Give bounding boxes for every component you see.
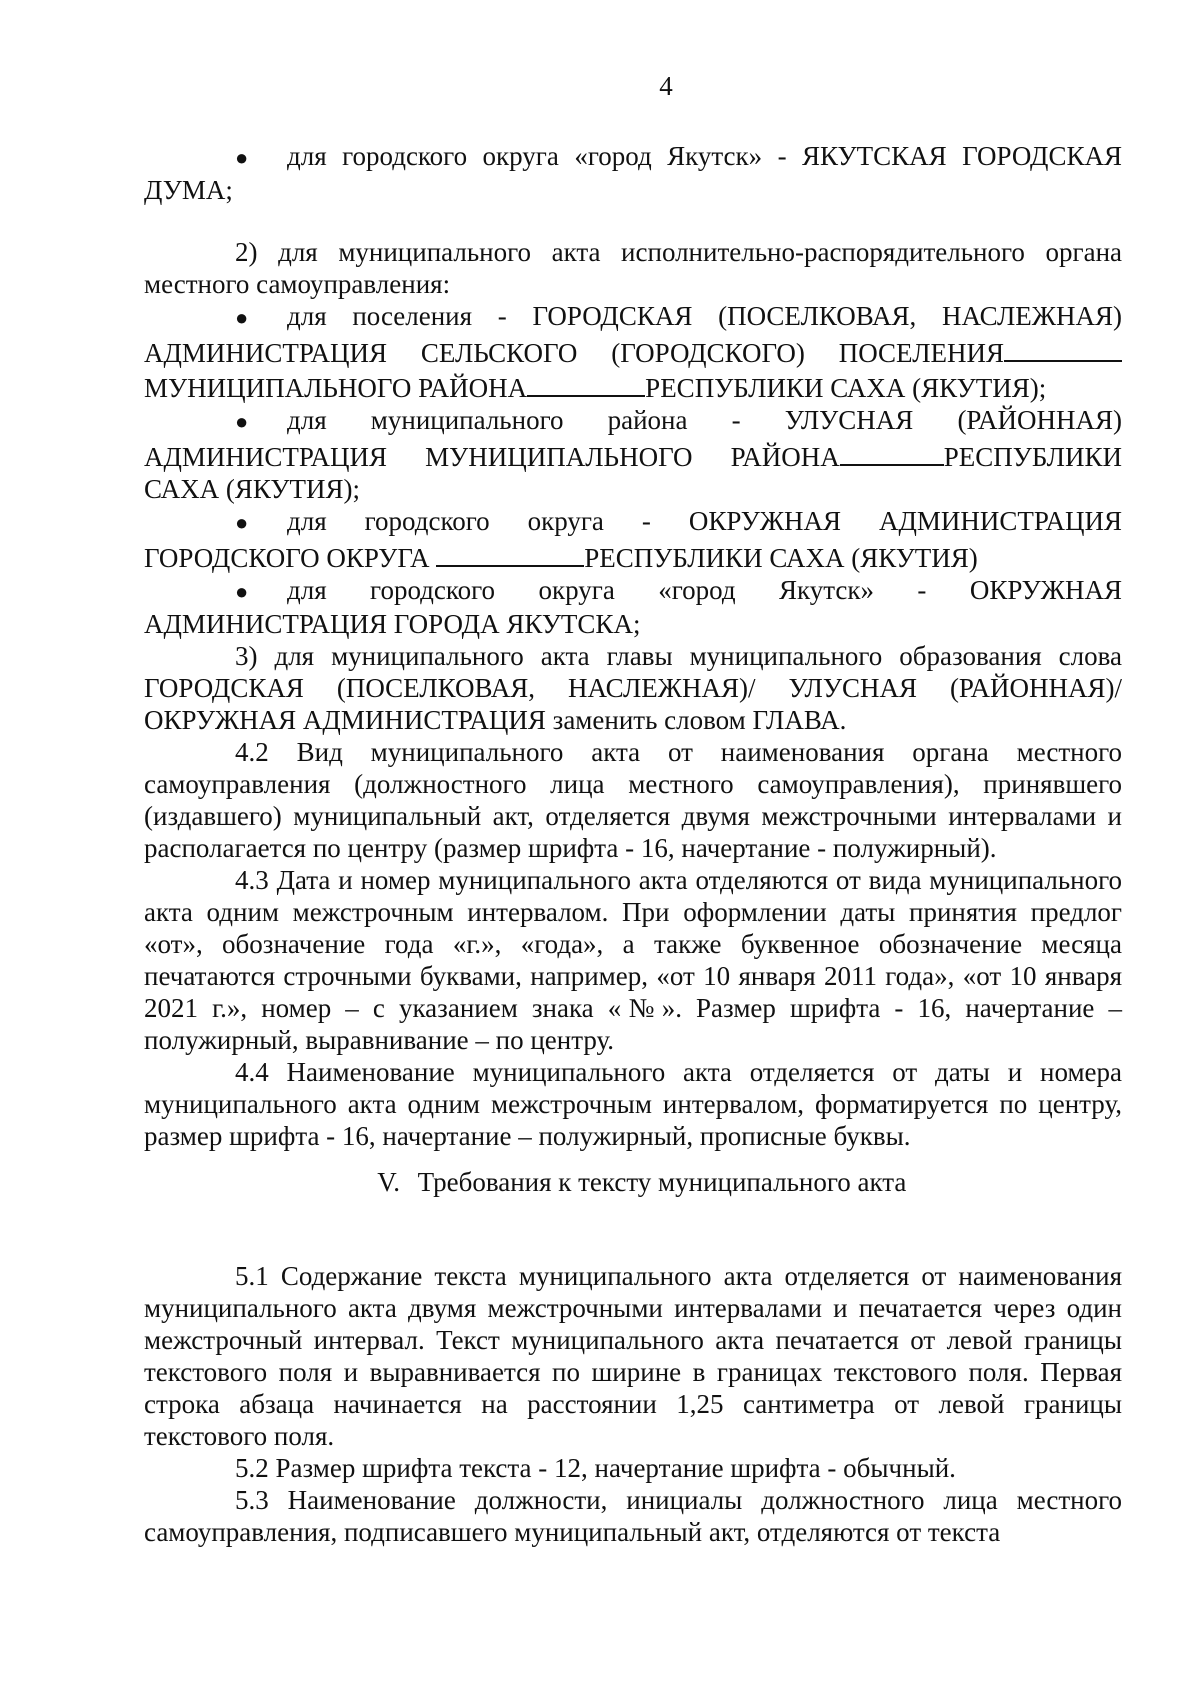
list-item (144, 505, 1122, 574)
list-item-text: РЕСПУБЛИКИ САХА (ЯКУТИЯ); (645, 373, 1047, 403)
list-item-text: для муниципального района - УЛУСНАЯ (РАЙОННАЯ) АДМИНИСТРАЦИЯ МУНИЦИПАЛЬНОГО РАЙОНА (144, 405, 1122, 472)
blank-line (436, 539, 584, 567)
paragraph-continuation (144, 369, 1122, 404)
paragraph: 4.3 Дата и номер муниципального акта отделяются от вида муниципального акта одним межстрочным интервалом. При оформлении даты принятия предлог «от», обозначение года «г.», «года», а также буквенное обозначение месяца печатаются строчными буквами, например, «от 10 января 2011 года», «от 10 января 2021 г.», номер – с указанием знака «№». Размер шрифта - 16, начертание – полужирный, выравнивание – по центру. (144, 865, 1122, 1055)
list-item-text: РЕСПУБЛИКИ САХА (ЯКУТИЯ) (584, 543, 978, 573)
section-heading (144, 1166, 1122, 1198)
page-number: 4 (659, 71, 673, 101)
list-item-text: МУНИЦИПАЛЬНОГО РАЙОНА (144, 373, 528, 403)
blank-line (840, 438, 944, 466)
paragraph: 5.2 Размер шрифта текста - 12, начертание шрифта - обычный. (235, 1453, 956, 1483)
bullet-icon: ● (235, 409, 249, 434)
list-item (144, 574, 1122, 640)
bullet-icon: ● (235, 579, 249, 604)
list-item (144, 404, 1122, 505)
blank-line (527, 369, 645, 397)
paragraph: 5.3 Наименование должности, инициалы должностного лица местного самоуправления, подписавшего муниципальный акт, отделяются от текста (144, 1485, 1122, 1547)
paragraph: 4.2 Вид муниципального акта от наименования органа местного самоуправления (должностного лица местного самоуправления), принявшего (издавшего) муниципальный акт, отделяется двумя межстрочными интервалами и располагается по центру (размер шрифта - 16, начертание - полужирный). (144, 737, 1122, 863)
blank-line (1004, 334, 1122, 362)
paragraph: 3) для муниципального акта главы муниципального образования слова ГОРОДСКАЯ (ПОСЕЛКОВАЯ, НАСЛЕЖНАЯ)/ УЛУСНАЯ (РАЙОННАЯ)/ ОКРУЖНАЯ АДМИНИСТРАЦИЯ заменить словом ГЛАВА. (144, 641, 1122, 735)
list-item-text: для поселения - ГОРОДСКАЯ (ПОСЕЛКОВАЯ, НАСЛЕЖНАЯ) АДМИНИСТРАЦИЯ СЕЛЬСКОГО (ГОРОДСКОГО) ПОСЕЛЕНИЯ (144, 301, 1122, 368)
bullet-icon: ● (235, 305, 249, 330)
list-item-text: РЕСПУБЛИКИ САХА (ЯКУТИЯ); (144, 442, 1122, 504)
list-item (144, 140, 1122, 206)
list-item-text: для городского округа - ОКРУЖНАЯ АДМИНИСТРАЦИЯ ГОРОДСКОГО ОКРУГА (144, 506, 1122, 573)
section-number: V. (377, 1167, 401, 1197)
paragraph: 4.4 Наименование муниципального акта отделяется от даты и номера муниципального акта одним межстрочным интервалом, форматируется по центру, размер шрифта - 16, начертание – полужирный, прописные буквы. (144, 1057, 1122, 1151)
list-item (144, 300, 1122, 369)
paragraph: 5.1 Содержание текста муниципального акта отделяется от наименования муниципального акта двумя межстрочными интервалами и печатается через один межстрочный интервал. Текст муниципального акта печатается от левой границы текстового поля и выравнивается по ширине в границах текстового поля. Первая строка абзаца начинается на расстоянии 1,25 сантиметра от левой границы текстового поля. (144, 1261, 1122, 1451)
bullet-icon: ● (235, 510, 249, 535)
paragraph: 2) для муниципального акта исполнительно-распорядительного органа местного самоуправления: (144, 237, 1122, 299)
list-item-text: для городского округа «город Якутск» - ЯКУТСКАЯ ГОРОДСКАЯ ДУМА; (144, 141, 1122, 205)
bullet-icon: ● (235, 145, 249, 170)
list-item-text: для городского округа «город Якутск» - ОКРУЖНАЯ АДМИНИСТРАЦИЯ ГОРОДА ЯКУТСКА; (144, 575, 1122, 639)
section-title: Требования к тексту муниципального акта (417, 1167, 907, 1197)
